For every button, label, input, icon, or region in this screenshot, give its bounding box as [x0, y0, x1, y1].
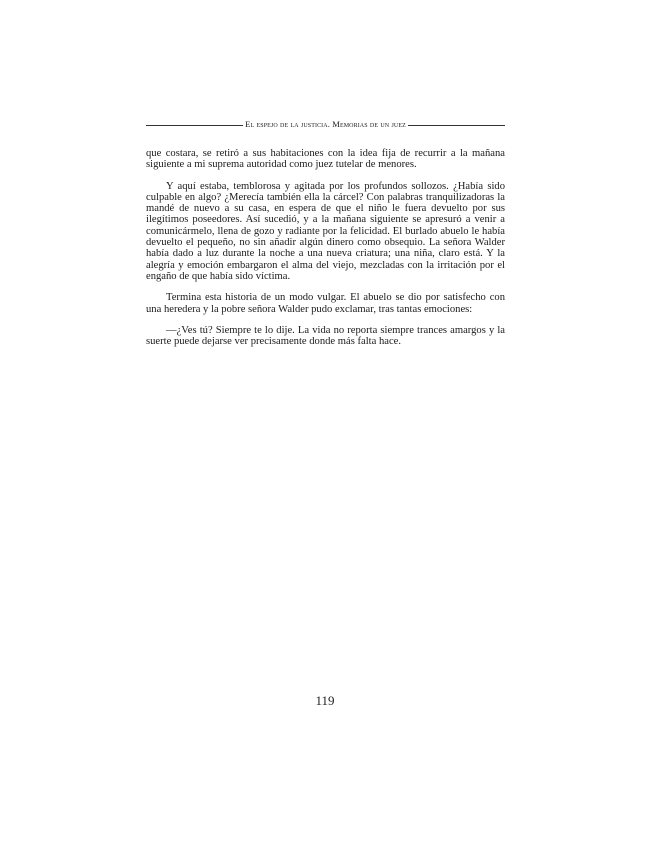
- header-rule-right: [408, 125, 505, 126]
- paragraph-4: —¿Ves tú? Siempre te lo dije. La vida no reporta siempre trances amargos y la suerte puede dejarse ver precisamente donde más falta hace.: [146, 324, 505, 348]
- running-header: [146, 119, 505, 129]
- body-text: [146, 148, 505, 357]
- paragraph-2: Y aquí estaba, temblorosa y agitada por los profundos sollozos. ¿Había sido culpable en algo? ¿Merecía también ella la cárcel? Con palabras tranquilizadoras la mandé de nuevo a su casa, en espera de que el niño le fuera devuelto por sus ilegítimos poseedores. Así sucedió, y a la mañana siguiente se apresuró a venir a comunicármelo, llena de gozo y radiante por la felicidad. El burlado abuelo le había devuelto el pequeño, no sin añadir algún dinero como obsequio. La señora Walder había dado a luz durante la noche a una nueva criatura; una niña, claro está. Y la alegría y emoción embargaron el alma del viejo, mezcladas con la irritación por el engaño de que había sido víctima.: [146, 180, 505, 282]
- paragraph-3: Termina esta historia de un modo vulgar. El abuelo se dio por satisfecho con una heredera y la pobre señora Walder pudo exclamar, tras tantas emociones:: [146, 292, 505, 315]
- running-title: El espejo de la justicia. Memorias de un juez: [245, 119, 406, 129]
- header-rule-left: [146, 125, 243, 126]
- page-number: 119: [315, 693, 335, 708]
- paragraph-1: que costara, se retiró a sus habitaciones con la idea fija de recurrir a la mañana siguiente a mi suprema autoridad como juez tutelar de menores.: [146, 148, 505, 171]
